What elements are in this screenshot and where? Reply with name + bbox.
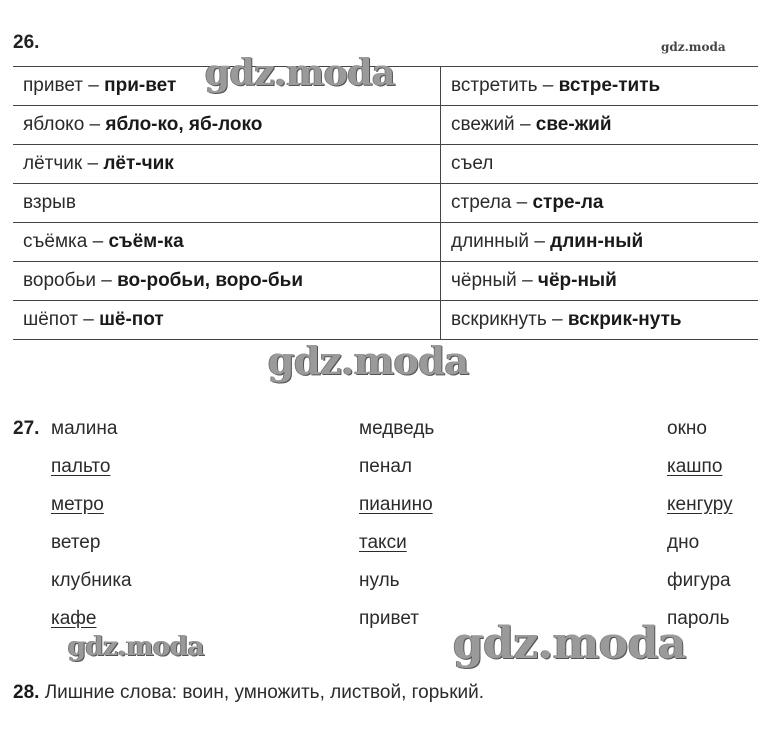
word: съёмка [23, 231, 88, 252]
watermark-small: gdz.moda [661, 40, 726, 54]
word: лётчик [23, 153, 83, 174]
syllable-division: чёр-ный [537, 270, 617, 291]
word: вскрикнуть [451, 309, 547, 330]
table-cell-left [13, 184, 441, 223]
word-item: ветер [51, 532, 101, 553]
syllable-division: вскрик-нуть [567, 309, 682, 330]
watermark-large: gdz.moda [68, 632, 205, 662]
syllable-division: съём-ка [108, 231, 184, 252]
table-row [13, 106, 758, 145]
word: привет [23, 75, 83, 96]
table-cell-left [13, 145, 441, 184]
word: воробьи [23, 270, 96, 291]
table-cell-right [441, 184, 758, 223]
table-cell-left [13, 106, 441, 145]
exercise-28 [13, 682, 484, 704]
exercise-28-text: Лишние слова: воин, умножить, листвой, горький. [44, 682, 485, 703]
separator: – [82, 153, 104, 174]
separator: – [511, 192, 533, 213]
table-cell-right [441, 301, 758, 340]
exercise-27-number: 27. [13, 418, 40, 439]
watermark-large: gdz.moda [453, 618, 687, 669]
table-cell-left [13, 223, 441, 262]
table-row [13, 184, 758, 223]
word-item: малина [51, 418, 118, 439]
table-row [13, 262, 758, 301]
word-item: пианино [359, 494, 433, 515]
word-item: пенал [359, 456, 413, 477]
word: чёрный [451, 270, 517, 291]
separator: – [84, 114, 106, 135]
syllable-table [13, 66, 758, 340]
word: съел [451, 153, 494, 174]
watermark-large: gdz.moda [205, 52, 395, 94]
word-item: клубника [51, 570, 132, 591]
word-item: окно [667, 418, 707, 439]
word: шёпот [23, 309, 78, 330]
syllable-division: во-робьи, воро-бьи [117, 270, 304, 291]
word: встретить [451, 75, 538, 96]
word-item: пароль [667, 608, 730, 629]
word-item: медведь [359, 418, 435, 439]
table-cell-right [441, 106, 758, 145]
separator: – [77, 309, 100, 330]
word: стрела [451, 192, 512, 213]
word-item: фигура [667, 570, 731, 591]
separator: – [95, 270, 118, 291]
table-cell-right [441, 145, 758, 184]
separator: – [537, 75, 559, 96]
separator: – [83, 75, 105, 96]
exercise-26-number: 26. [13, 32, 40, 53]
exercise-28-number: 28. [13, 682, 40, 703]
word-item: кенгуру [667, 494, 733, 515]
syllable-division: при-вет [104, 75, 177, 96]
separator: – [546, 309, 568, 330]
table-row [13, 301, 758, 340]
word-item: кашпо [667, 456, 723, 477]
word-item: дно [667, 532, 700, 553]
table-row [13, 145, 758, 184]
word: длинный [451, 231, 530, 252]
watermark-large: gdz.moda [268, 338, 469, 383]
syllable-division: ябло-ко, яб-локо [105, 114, 263, 135]
word: свежий [451, 114, 515, 135]
separator: – [529, 231, 551, 252]
word-item: нуль [359, 570, 400, 591]
word: взрыв [23, 192, 76, 213]
table-cell-right [441, 67, 758, 106]
table-cell-left [13, 262, 441, 301]
word-item: пальто [51, 456, 111, 477]
word-item: метро [51, 494, 104, 515]
syllable-division: све-жий [535, 114, 612, 135]
word: яблоко [23, 114, 85, 135]
syllable-division: встре-тить [558, 75, 661, 96]
syllable-division: длин-ный [550, 231, 644, 252]
table-row [13, 223, 758, 262]
table-cell-left [13, 301, 441, 340]
separator: – [516, 270, 538, 291]
syllable-division: лёт-чик [103, 153, 174, 174]
word-item: привет [359, 608, 419, 629]
separator: – [87, 231, 109, 252]
separator: – [514, 114, 536, 135]
syllable-division: шё-пот [99, 309, 164, 330]
table-cell-right [441, 223, 758, 262]
word-item: кафе [51, 608, 97, 629]
word-item: такси [359, 532, 407, 553]
table-cell-right [441, 262, 758, 301]
syllable-division: стре-ла [532, 192, 604, 213]
